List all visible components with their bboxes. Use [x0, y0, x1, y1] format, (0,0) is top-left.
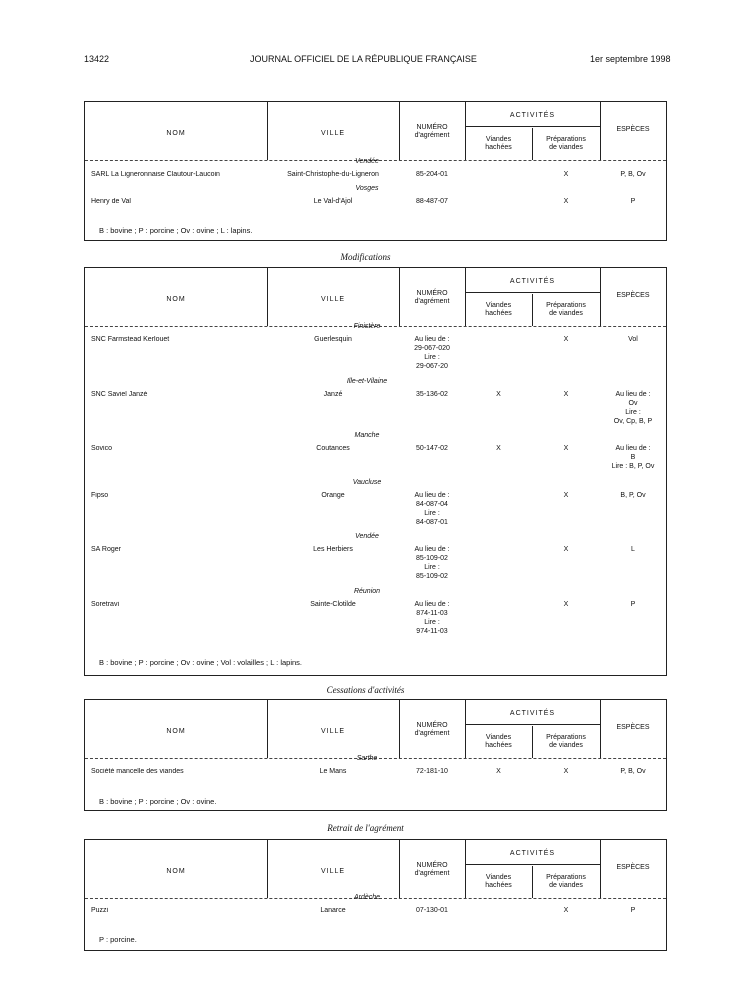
approval-number: Lire : [424, 354, 440, 361]
approval-number: 85-109-02 [416, 555, 448, 562]
preparations-mark: X [563, 601, 569, 608]
species: Au lieu de : [615, 391, 651, 398]
col-preparations: Préparations [546, 136, 586, 143]
col-especes: ESPÈCES [616, 126, 650, 133]
preparations-mark: X [563, 768, 569, 775]
column-rule [267, 700, 268, 758]
approval-number: 84-087-04 [416, 501, 448, 508]
approval-number: Au lieu de : [414, 492, 450, 499]
col-hachees: hachées [485, 144, 512, 151]
col-hachees: hachées [485, 310, 512, 317]
col-hachees: hachées [485, 882, 512, 889]
col-nom: NOM [166, 868, 186, 875]
col-agrement: d'agrément [414, 298, 450, 305]
establishment-table [84, 267, 667, 676]
col-nom: NOM [166, 130, 186, 137]
approval-number: Au lieu de : [414, 546, 450, 553]
species: L [631, 546, 635, 553]
establishment-name: SA Roger [91, 546, 121, 553]
establishment-name: Soretravi [91, 601, 120, 608]
table-header [85, 700, 666, 760]
col-especes: ESPÈCES [616, 292, 650, 299]
col-viandes: Viandes [485, 136, 512, 143]
city-name: Coutances [316, 445, 350, 452]
activites-rule [465, 864, 600, 865]
city-name: Orange [321, 492, 345, 499]
city-name: Lanarce [320, 907, 346, 914]
approval-number: 88-487-07 [416, 198, 448, 205]
column-rule [600, 840, 601, 898]
col-agrement: d'agrément [414, 870, 450, 877]
column-rule [465, 700, 466, 758]
species: Au lieu de : [615, 445, 651, 452]
col-numero: NUMÉRO [416, 862, 448, 869]
column-rule [399, 268, 400, 326]
column-rule [399, 840, 400, 898]
approval-number: 85-204-01 [416, 171, 448, 178]
viandes-hachees-mark: X [496, 391, 501, 398]
establishment-table [84, 101, 667, 241]
column-rule [465, 102, 466, 160]
species: B, P, Ov [620, 492, 646, 499]
species: B [630, 454, 636, 461]
col-viandes: Viandes [485, 734, 512, 741]
column-rule [465, 840, 466, 898]
establishment-name: Henry de Val [91, 198, 131, 205]
journal-title: JOURNAL OFFICIEL DE LA RÉPUBLIQUE FRANÇAISE [250, 54, 477, 64]
col-numero: NUMÉRO [416, 290, 448, 297]
establishment-name: Fipso [91, 492, 109, 499]
section-title: Retrait de l'agrément [327, 823, 404, 833]
column-rule [399, 700, 400, 758]
department-name: Sarthe [356, 755, 378, 762]
species-legend: B : bovine ; P : porcine ; Ov : ovine ; Vol : volailles ; L : lapins. [99, 658, 303, 667]
city-name: Saint-Christophe-du-Ligneron [287, 171, 379, 178]
approval-number: Au lieu de : [414, 336, 450, 343]
establishment-name: Puzzi [91, 907, 109, 914]
col-de-viandes: de viandes [549, 310, 583, 317]
preparations-mark: X [563, 445, 569, 452]
species: Lire : B, P, Ov [611, 463, 655, 470]
col-nom: NOM [166, 728, 186, 735]
species: P, B, Ov [620, 171, 646, 178]
col-activites: ACTIVITÉS [509, 278, 556, 285]
col-numero: NUMÉRO [416, 124, 448, 131]
table-header [85, 102, 666, 162]
section-title: Cessations d'activités [326, 685, 405, 695]
preparations-mark: X [563, 198, 569, 205]
approval-number: Au lieu de : [414, 601, 450, 608]
approval-number: 35-136-02 [416, 391, 448, 398]
city-name: Guerlesquin [314, 336, 352, 343]
species-legend: B : bovine ; P : porcine ; Ov : ovine ; L : lapins. [99, 226, 253, 235]
col-agrement: d'agrément [414, 730, 450, 737]
department-name: Ille-et-Vilaine [346, 378, 388, 385]
section-title: Modifications [340, 252, 391, 262]
col-nom: NOM [166, 296, 186, 303]
column-rule [532, 294, 533, 326]
species-legend: B : bovine ; P : porcine ; Ov : ovine. [99, 797, 217, 806]
preparations-mark: X [563, 546, 569, 553]
department-name: Ardèche [353, 894, 381, 901]
viandes-hachees-mark: X [496, 768, 501, 775]
table-header [85, 268, 666, 328]
col-preparations: Préparations [546, 874, 586, 881]
approval-number: Lire : [424, 619, 440, 626]
page-date: 1er septembre 1998 [590, 54, 671, 64]
approval-number: Lire : [424, 564, 440, 571]
department-name: Vendée [355, 158, 379, 165]
city-name: Le Mans [319, 768, 347, 775]
department-name: Réunion [353, 588, 381, 595]
col-ville: VILLE [320, 728, 346, 735]
col-especes: ESPÈCES [616, 724, 650, 731]
species: Vol [628, 336, 638, 343]
column-rule [532, 866, 533, 898]
col-ville: VILLE [320, 296, 346, 303]
city-name: Le Val-d'Ajol [313, 198, 353, 205]
city-name: Janzé [323, 391, 343, 398]
col-preparations: Préparations [546, 302, 586, 309]
column-rule [600, 700, 601, 758]
viandes-hachees-mark: X [496, 445, 501, 452]
species: P [630, 907, 636, 914]
col-activites: ACTIVITÉS [509, 850, 556, 857]
approval-number: 72-181-10 [416, 768, 448, 775]
activites-rule [465, 126, 600, 127]
department-name: Vosges [355, 185, 379, 192]
activites-rule [465, 292, 600, 293]
col-preparations: Préparations [546, 734, 586, 741]
preparations-mark: X [563, 391, 569, 398]
species: Lire : [625, 409, 641, 416]
col-agrement: d'agrément [414, 132, 450, 139]
species: P, B, Ov [620, 768, 646, 775]
establishment-name: SARL La Ligneronnaise Clautour-Laucoin [91, 171, 220, 178]
species: Ov [628, 400, 638, 407]
preparations-mark: X [563, 336, 569, 343]
column-rule [600, 268, 601, 326]
approval-number: 84-087-01 [416, 519, 448, 526]
city-name: Sainte-Clotilde [310, 601, 356, 608]
col-viandes: Viandes [485, 874, 512, 881]
approval-number: 29-067-20 [416, 363, 448, 370]
establishment-table [84, 839, 667, 951]
column-rule [532, 726, 533, 758]
approval-number: Lire : [424, 510, 440, 517]
col-de-viandes: de viandes [549, 882, 583, 889]
species-legend: P : porcine. [99, 935, 137, 944]
department-name: Vendée [355, 533, 379, 540]
department-name: Vaucluse [352, 479, 382, 486]
page-number: 13422 [84, 54, 110, 64]
approval-number: 85-109-02 [416, 573, 448, 580]
establishment-name: Sovico [91, 445, 113, 452]
species: Ov, Cp, B, P [613, 418, 653, 425]
col-ville: VILLE [320, 130, 346, 137]
column-rule [267, 268, 268, 326]
col-numero: NUMÉRO [416, 722, 448, 729]
preparations-mark: X [563, 907, 569, 914]
col-activites: ACTIVITÉS [509, 710, 556, 717]
preparations-mark: X [563, 492, 569, 499]
col-hachees: hachées [485, 742, 512, 749]
column-rule [267, 840, 268, 898]
col-de-viandes: de viandes [549, 144, 583, 151]
species: P [630, 601, 636, 608]
approval-number: 874-11-03 [416, 610, 448, 617]
table-header [85, 840, 666, 900]
preparations-mark: X [563, 171, 569, 178]
establishment-name: Société mancelle des viandes [91, 768, 184, 775]
column-rule [532, 128, 533, 160]
col-especes: ESPÈCES [616, 864, 650, 871]
department-name: Manche [354, 432, 380, 439]
approval-number: 29-067-020 [414, 345, 450, 352]
establishment-name: SNC Saviel Janzé [91, 391, 148, 398]
column-rule [600, 102, 601, 160]
activites-rule [465, 724, 600, 725]
approval-number: 07-130-01 [416, 907, 448, 914]
column-rule [267, 102, 268, 160]
column-rule [465, 268, 466, 326]
department-name: Finistère [353, 323, 381, 330]
col-viandes: Viandes [485, 302, 512, 309]
establishment-table [84, 699, 667, 811]
column-rule [399, 102, 400, 160]
col-activites: ACTIVITÉS [509, 112, 556, 119]
establishment-name: SNC Farmstead Kerlouet [91, 336, 170, 343]
city-name: Les Herbiers [313, 546, 353, 553]
col-ville: VILLE [320, 868, 346, 875]
approval-number: 50-147-02 [416, 445, 448, 452]
approval-number: 974-11-03 [416, 628, 448, 635]
species: P [630, 198, 636, 205]
col-de-viandes: de viandes [549, 742, 583, 749]
